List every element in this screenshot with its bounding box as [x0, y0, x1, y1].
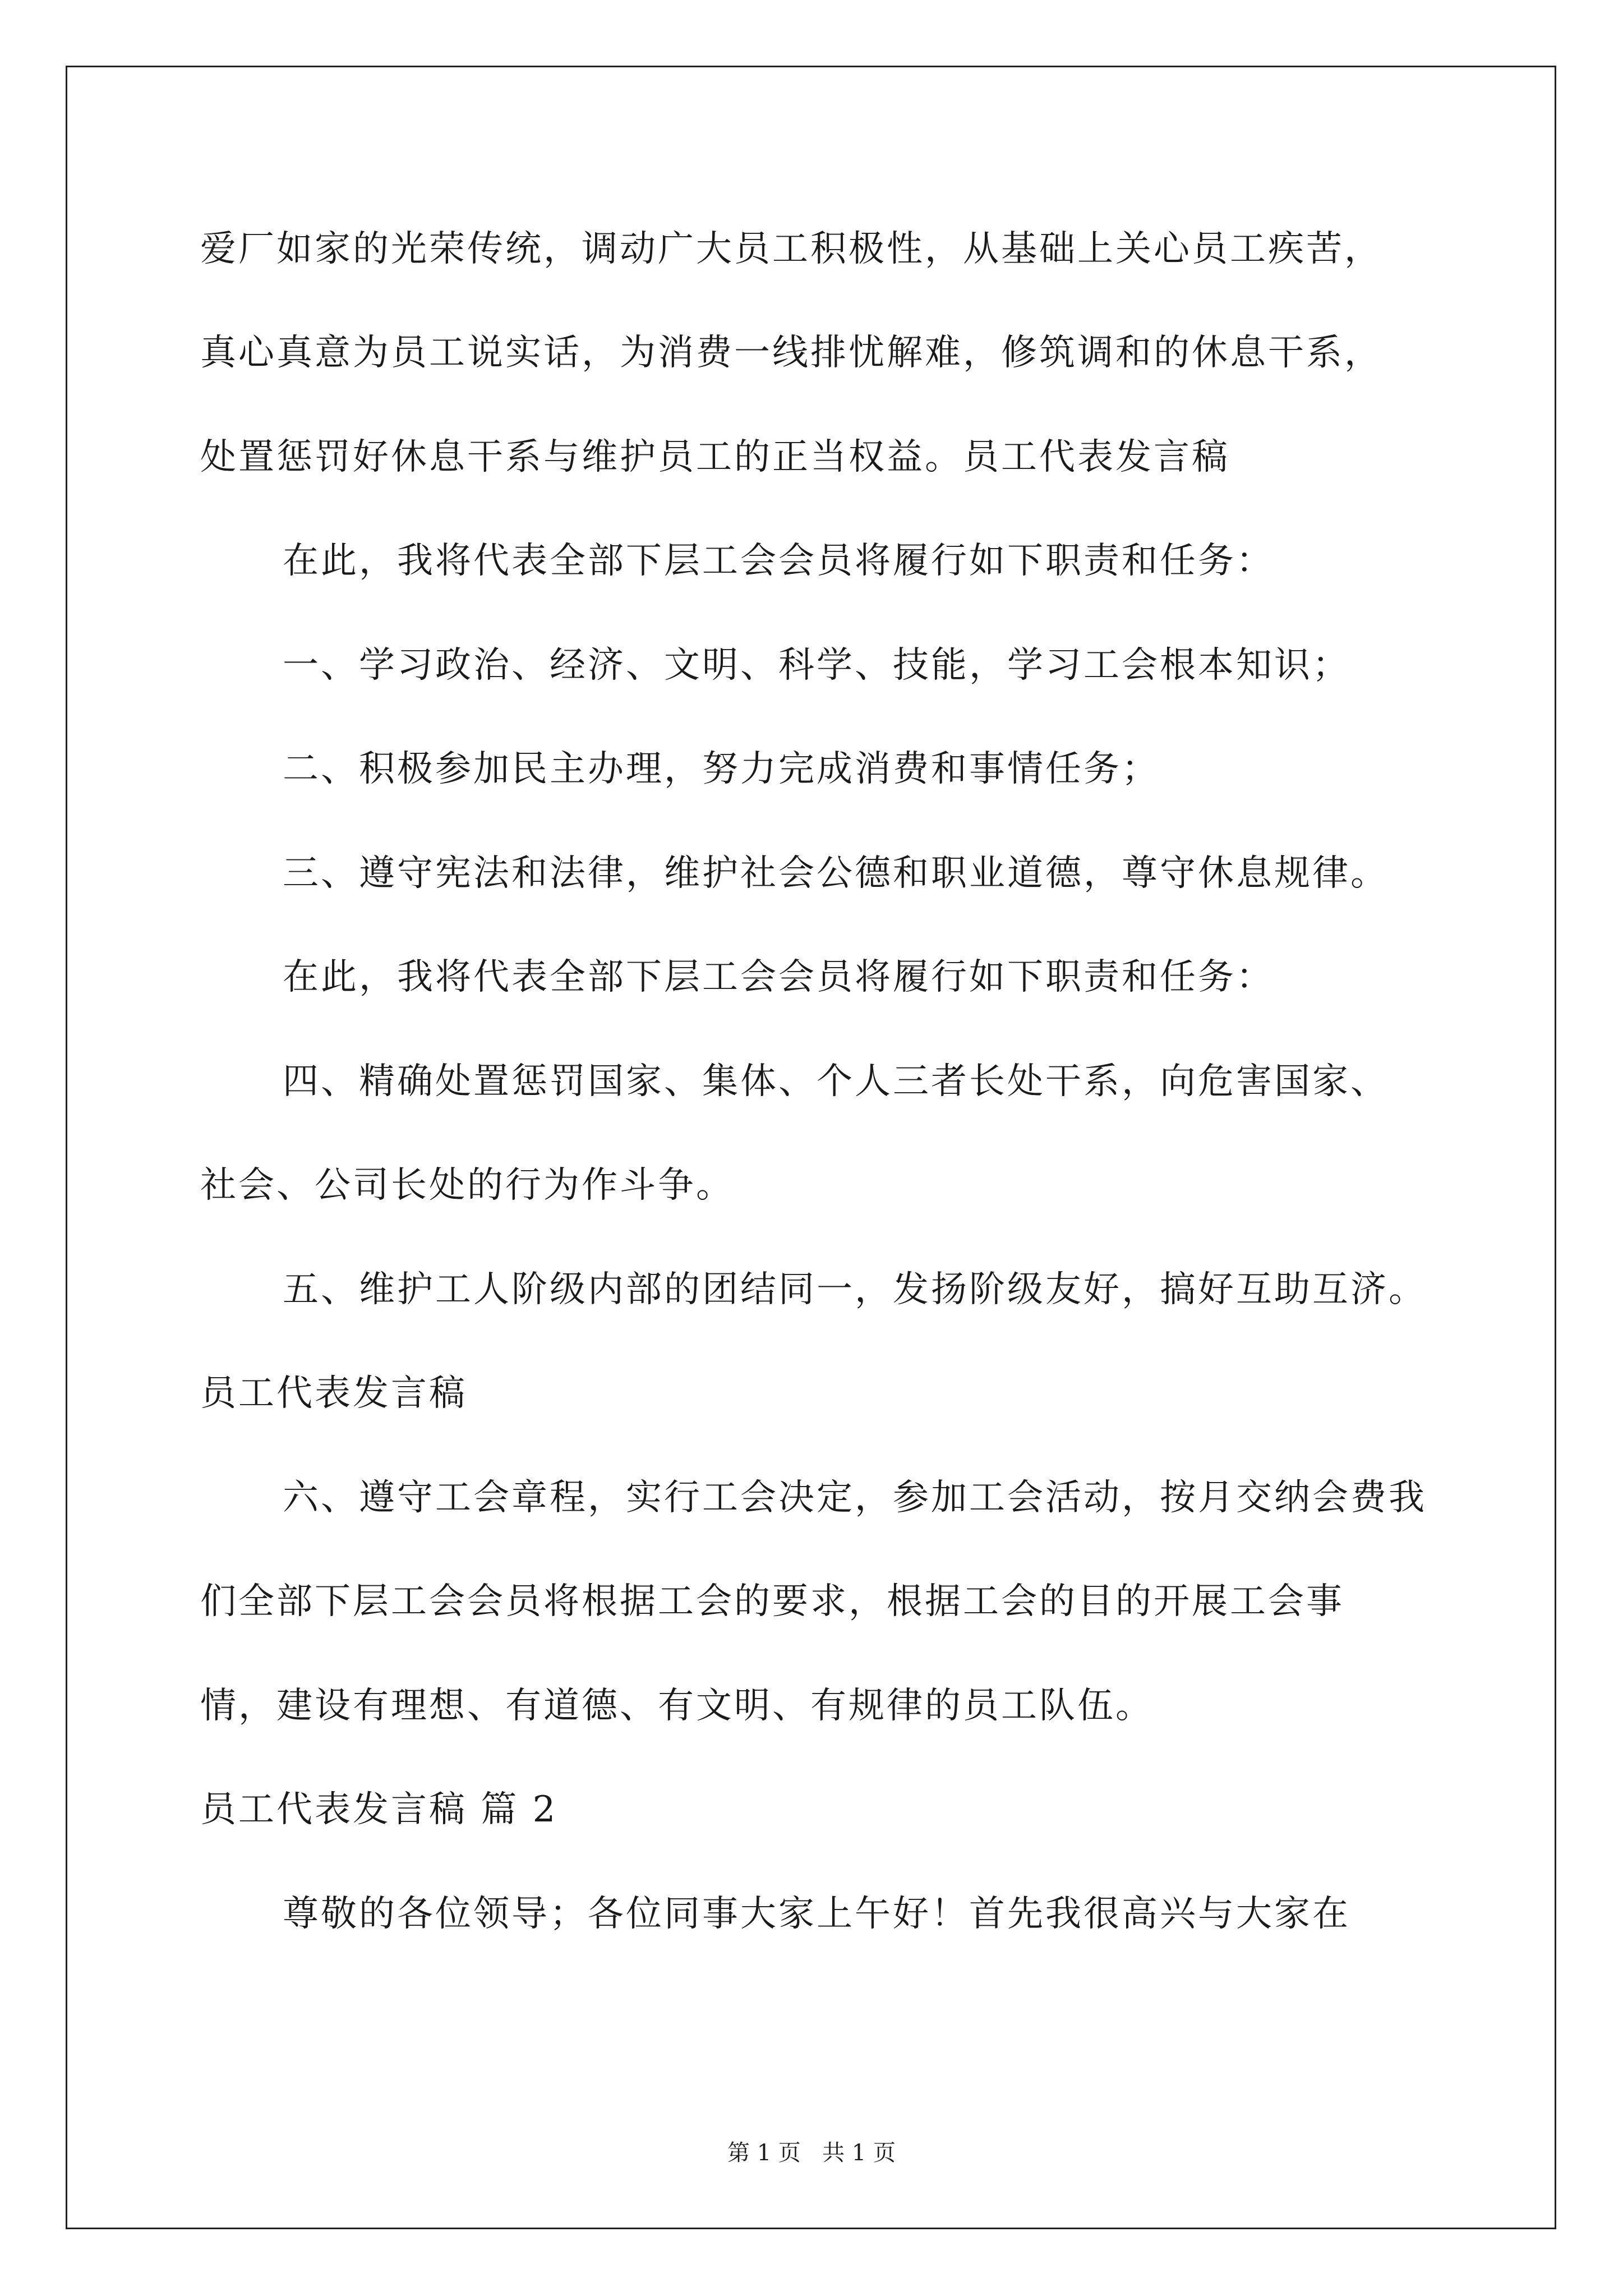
- text-line-13: 六、遵守工会章程，实行工会决定，参加工会活动，按月交纳会费我: [283, 1477, 1427, 1519]
- text-line-6: 二、积极参加民主办理，努力完成消费和事情任务；: [283, 748, 1160, 790]
- section-heading: 员工代表发言稿: [200, 1373, 467, 1414]
- text-line-17: 尊敬的各位领导；各位同事大家上午好！首先我很高兴与大家在: [283, 1893, 1350, 1935]
- text-line-10: 社会、公司长处的行为作斗争。: [200, 1165, 734, 1206]
- text-line-11: 五、维护工人阶级内部的团结同一，发扬阶级友好，搞好互助互济。: [283, 1269, 1427, 1310]
- page-footer: 第 1 页 共 1 页: [727, 2140, 896, 2166]
- text-line-15: 情，建设有理想、有道德、有文明、有规律的员工队伍。: [200, 1685, 1154, 1727]
- text-line-5: 一、学习政治、经济、文明、科学、技能，学习工会根本知识；: [283, 645, 1350, 686]
- text-line-9: 四、精确处置惩罚国家、集体、个人三者长处干系，向危害国家、: [283, 1061, 1389, 1102]
- text-line-1: 爱厂如家的光荣传统，调动广大员工积极性，从基础上关心员工疾苦，: [200, 228, 1382, 270]
- text-line-4: 在此，我将代表全部下层工会会员将履行如下职责和任务：: [283, 540, 1274, 582]
- text-line-14: 们全部下层工会会员将根据工会的要求，根据工会的目的开展工会事: [200, 1581, 1344, 1622]
- text-line-7: 三、遵守宪法和法律，维护社会公德和职业道德，尊守休息规律。: [283, 853, 1389, 894]
- text-line-3: 处置惩罚好休息干系与维护员工的正当权益。员工代表发言稿: [200, 436, 1230, 478]
- section-heading-part-2: 员工代表发言稿 篇 2: [200, 1789, 558, 1830]
- text-line-2: 真心真意为员工说实话，为消费一线排忧解难，修筑调和的休息干系，: [200, 332, 1382, 374]
- text-line-8: 在此，我将代表全部下层工会会员将履行如下职责和任务：: [283, 956, 1274, 998]
